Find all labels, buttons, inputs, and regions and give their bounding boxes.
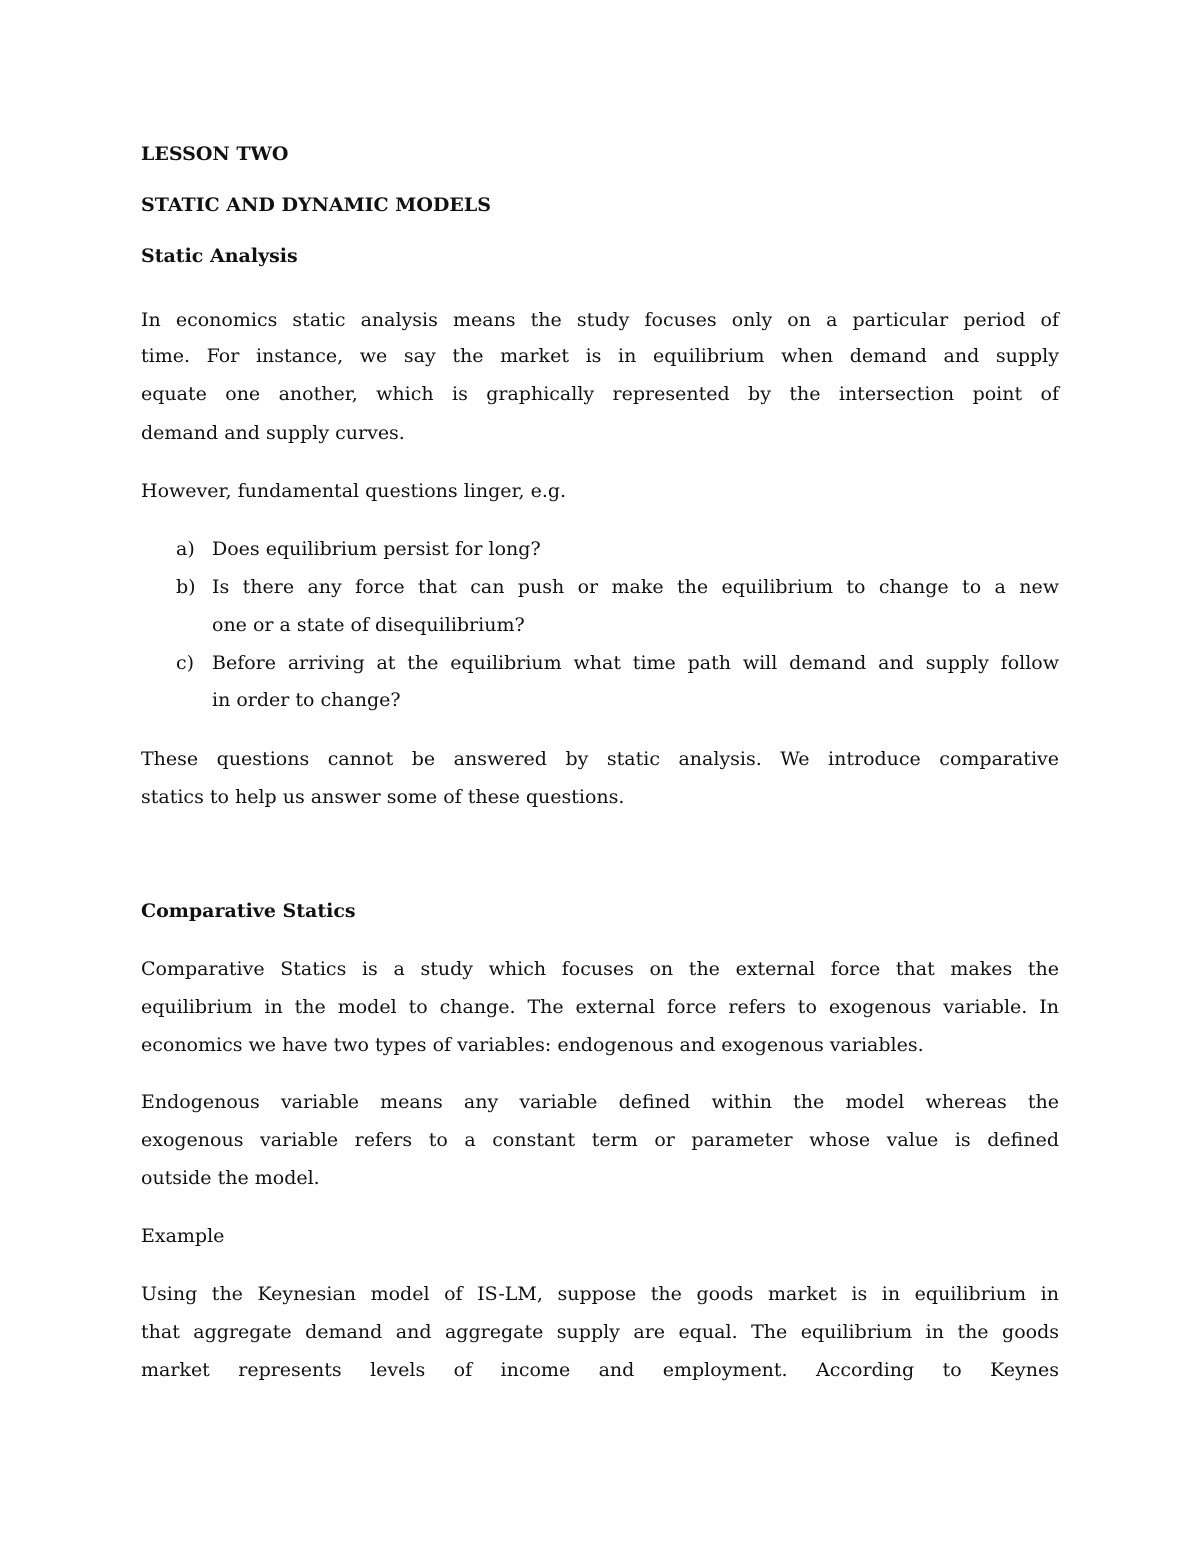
list-item-label: b) [176,576,196,598]
list-item-text: Before arriving at the equilibrium what time path will demand and supply follow [212,652,1059,674]
list-item-label: a) [176,538,195,560]
paragraph-line: economics we have two types of variables: endogenous and exogenous variables. [141,1034,924,1056]
chapter-title: STATIC AND DYNAMIC MODELS [141,194,491,216]
section-heading-static-analysis: Static Analysis [141,245,298,267]
example-label: Example [141,1225,225,1247]
paragraph-line: However, fundamental questions linger, e.g. [141,480,567,502]
paragraph-line: that aggregate demand and aggregate supply are equal. The equilibrium in the goods [141,1321,1059,1343]
paragraph-line: Endogenous variable means any variable defined within the model whereas the [141,1091,1059,1113]
list-item-label: c) [176,652,195,674]
paragraph-line: These questions cannot be answered by static analysis. We introduce comparative [141,748,1059,770]
paragraph-line: time. For instance, we say the market is in equilibrium when demand and supply [141,345,1059,367]
paragraph-line: statics to help us answer some of these questions. [141,786,625,808]
paragraph-line: equate one another, which is graphically represented by the intersection point of [141,383,1059,405]
paragraph-line: exogenous variable refers to a constant term or parameter whose value is defined [141,1129,1059,1151]
paragraph-line: In economics static analysis means the study focuses only on a particular period of [141,309,1059,331]
list-item-text: Does equilibrium persist for long? [212,538,541,560]
paragraph-line: market represents levels of income and employment. According to Keynes [141,1359,1059,1381]
paragraph-line: equilibrium in the model to change. The external force refers to exogenous variable. In [141,996,1059,1018]
section-heading-comparative-statics: Comparative Statics [141,900,356,922]
list-item-text: in order to change? [212,689,401,711]
paragraph-line: demand and supply curves. [141,422,405,444]
paragraph-line: Using the Keynesian model of IS-LM, suppose the goods market is in equilibrium in [141,1283,1059,1305]
paragraph-line: Comparative Statics is a study which focuses on the external force that makes the [141,958,1059,980]
paragraph-line: outside the model. [141,1167,320,1189]
list-item-text: Is there any force that can push or make the equilibrium to change to a new [212,576,1059,598]
list-item-text: one or a state of disequilibrium? [212,614,525,636]
lesson-title: LESSON TWO [141,143,289,165]
